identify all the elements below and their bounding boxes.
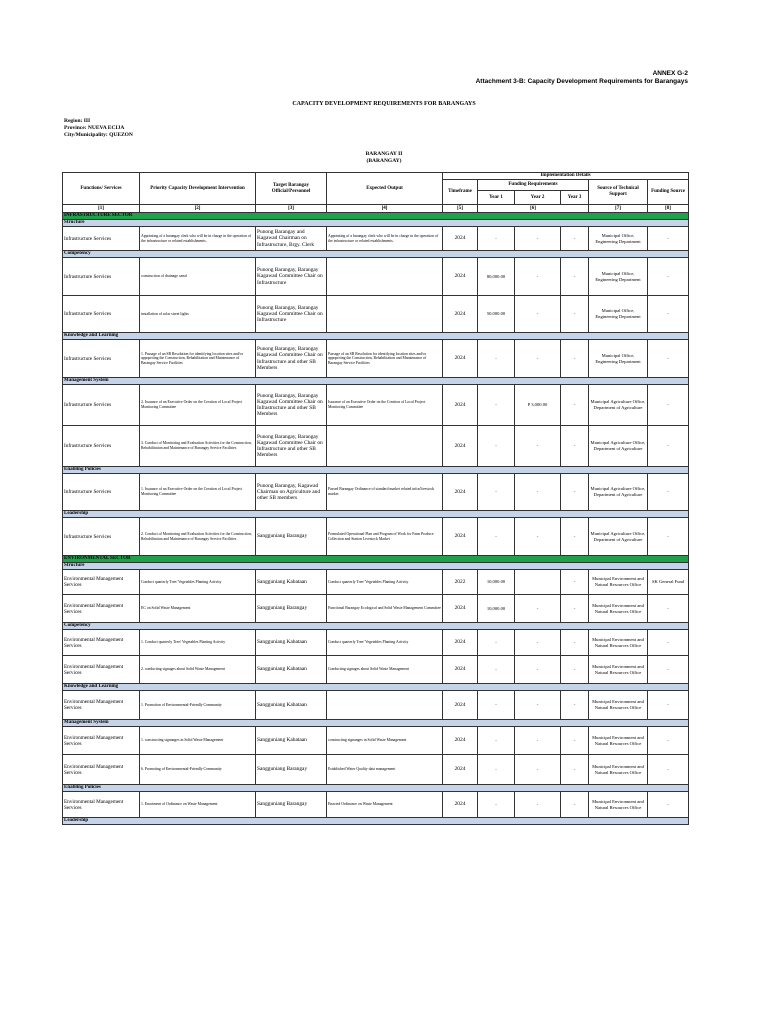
table-row <box>63 258 689 296</box>
timeframe-cell: 2024 <box>443 691 478 720</box>
priority-cell: 1. Enactment of Ordinance on Waste Management <box>140 792 256 818</box>
function-cell: Environmental Management Services <box>63 792 140 818</box>
function-cell: Infrastructure Services <box>63 296 140 333</box>
table-row <box>63 227 689 251</box>
priority-cell: Appointing of a barangay clerk who will be in charge in the operation of the infrastructure or related establishments. <box>140 227 256 251</box>
funding-source-cell: - <box>648 727 689 755</box>
target-cell: Sangguniang Kabataan <box>256 691 327 720</box>
technical-support-cell: Municipal Environment and Natural Resources Office <box>589 691 648 720</box>
category-row <box>63 785 689 792</box>
target-cell: Sangguniang Kabataan <box>256 727 327 755</box>
category-row <box>63 220 689 227</box>
category-row <box>63 563 689 570</box>
table-row <box>63 755 689 785</box>
header-implementation: Implementation Details <box>443 173 689 180</box>
priority-cell: 1. Passage of an SB Resolution for identifying location sites and/or appopriting the Construction, Rehabilitation and Maintenance of Barangay Service Facilities <box>140 340 256 378</box>
funding-source-cell: - <box>648 630 689 656</box>
year2-cell: - <box>515 755 561 785</box>
year1-cell: - <box>478 792 515 818</box>
funding-source-cell: - <box>648 691 689 720</box>
col-num: [1] <box>63 205 140 213</box>
year1-cell: 10,000.00 <box>478 570 515 595</box>
category-title: Leadership <box>63 818 689 825</box>
timeframe-cell: 2024 <box>443 385 478 426</box>
table-row <box>63 474 689 511</box>
target-cell: Sangguniang Barangay <box>256 595 327 623</box>
function-cell: Infrastructure Services <box>63 518 140 556</box>
year2-cell: - <box>515 426 561 467</box>
year1-cell: - <box>478 630 515 656</box>
target-cell: Sangguniang Kabataan <box>256 656 327 684</box>
table-row <box>63 570 689 595</box>
header-year1: Year 1 <box>478 191 515 205</box>
function-cell: Environmental Management Services <box>63 570 140 595</box>
year1-cell: - <box>478 755 515 785</box>
timeframe-cell: 2024 <box>443 518 478 556</box>
annex-label: ANNEX G-2 <box>652 70 688 77</box>
timeframe-cell: 2024 <box>443 656 478 684</box>
year2-cell: - <box>515 258 561 296</box>
funding-source-cell: SK General Fund <box>648 570 689 595</box>
table-row <box>63 691 689 720</box>
function-cell: Environmental Management Services <box>63 755 140 785</box>
category-row <box>63 467 689 474</box>
category-row <box>63 818 689 825</box>
technical-support-cell: Municipal Environment and Natural Resources Office <box>589 755 648 785</box>
technical-support-cell: Municipal Environment and Natural Resources Office <box>589 792 648 818</box>
table-row <box>63 792 689 818</box>
timeframe-cell: 2022 <box>443 570 478 595</box>
target-cell: Punong Barangay, Kagawad Chairman on Agriculture and other SB members <box>256 474 327 511</box>
timeframe-cell: 2024 <box>443 727 478 755</box>
col-num: [2] <box>140 205 256 213</box>
category-title: Leadership <box>63 511 689 518</box>
output-cell: constructing signanges in Solid Waste Management <box>327 727 443 755</box>
year3-cell: - <box>561 691 589 720</box>
year1-cell: - <box>478 426 515 467</box>
table-header <box>63 173 689 213</box>
output-cell: Passage of an SB Resolution for identifying location sites and/or appopriting the Construction, Rehabilitation and Maintenance of Barangay Service Facilities <box>327 340 443 378</box>
priority-cell: 2. conducting signages about Solid Waste Management <box>140 656 256 684</box>
category-title: Structure <box>63 563 689 570</box>
table-row <box>63 385 689 426</box>
function-cell: Environmental Management Services <box>63 727 140 755</box>
timeframe-cell: 2024 <box>443 755 478 785</box>
region-label: Region: III <box>64 118 91 124</box>
technical-support-cell: Municipal Agriculture Office, Department of Agriculture <box>589 518 648 556</box>
category-title: Structure <box>63 220 689 227</box>
year2-cell: - <box>515 340 561 378</box>
year3-cell: - <box>561 727 589 755</box>
output-cell: Functional Barangay Ecological and Solid Waste Management Committee <box>327 595 443 623</box>
priority-cell: 3. Conduct of Monitoring and Evaluation Activities for the Construction, Rehabilitation and Maintenance of Barangay Service Facilities <box>140 426 256 467</box>
header-timeframe: Timeframe <box>443 180 478 205</box>
year2-cell: - <box>515 691 561 720</box>
year3-cell: - <box>561 656 589 684</box>
table-row <box>63 656 689 684</box>
col-num: [5] <box>443 205 478 213</box>
function-cell: Environmental Management Services <box>63 691 140 720</box>
target-cell: Sangguniang Kabataan <box>256 570 327 595</box>
technical-support-cell: Municipal Environment and Natural Resources Office <box>589 595 648 623</box>
year2-cell: - <box>515 630 561 656</box>
table-body <box>63 213 689 825</box>
location-meta <box>64 118 133 139</box>
timeframe-cell: 2024 <box>443 227 478 251</box>
timeframe-cell: 2024 <box>443 426 478 467</box>
year1-cell: - <box>478 727 515 755</box>
priority-cell: 6. Promoting of Environmental-Friendly Community <box>140 755 256 785</box>
column-number-row <box>63 205 689 213</box>
category-row <box>63 623 689 630</box>
header-target: Target Barangay Official/Personnel <box>256 173 327 205</box>
table-row <box>63 518 689 556</box>
year3-cell: - <box>561 630 589 656</box>
year3-cell: - <box>561 755 589 785</box>
technical-support-cell: Municipal Office, Engineering Department <box>589 258 648 296</box>
funding-source-cell: - <box>648 792 689 818</box>
target-cell: Punong Barangay, Barangay Kagawad Committee Chair on Infrastructure and other SB Members <box>256 426 327 467</box>
timeframe-cell: 2024 <box>443 340 478 378</box>
sector-title: ENVIRONMENTAL SECTOR <box>63 556 689 563</box>
year1-cell: 50,000.00 <box>478 296 515 333</box>
priority-cell: installation of solar street lights <box>140 296 256 333</box>
table-row <box>63 340 689 378</box>
category-title: Management System <box>63 720 689 727</box>
output-cell: Appointing of a barangay clerk who will be in charge in the operation of the infrastructure or related establishments. <box>327 227 443 251</box>
col-num: [3] <box>256 205 327 213</box>
category-row <box>63 511 689 518</box>
funding-source-cell: - <box>648 340 689 378</box>
output-cell: Issuance of an Executive Order on the Creation of Local Project Monitoring Committee <box>327 385 443 426</box>
sector-row <box>63 556 689 563</box>
funding-source-cell: - <box>648 258 689 296</box>
technical-support-cell: Municipal Office, Engineering Department <box>589 227 648 251</box>
output-cell: Conduct quarterly Tree/ Vegetables Planting Activity <box>327 570 443 595</box>
col-num: [8] <box>648 205 689 213</box>
header-technical-support: Source of Technical Support <box>589 180 648 205</box>
timeframe-cell: 2024 <box>443 258 478 296</box>
output-cell <box>327 426 443 467</box>
year1-cell: - <box>478 385 515 426</box>
header-year3: Year 3 <box>561 191 589 205</box>
function-cell: Environmental Management Services <box>63 630 140 656</box>
year1-cell: - <box>478 656 515 684</box>
category-title: Knowledge and Learning <box>63 333 689 340</box>
funding-source-cell: - <box>648 595 689 623</box>
category-row <box>63 720 689 727</box>
technical-support-cell: Municipal Environment and Natural Resources Office <box>589 570 648 595</box>
priority-cell: Conduct quarterly Tree/ Vegetables Planting Activity <box>140 570 256 595</box>
attachment-label: Attachment 3-B: Capacity Development Requirements for Barangays <box>475 78 688 85</box>
timeframe-cell: 2024 <box>443 630 478 656</box>
year1-cell: 80,000.00 <box>478 258 515 296</box>
output-cell: Passed Barangay Ordinance of standard market related infra/livestock market <box>327 474 443 511</box>
technical-support-cell: Municipal Office, Engineering Department <box>589 296 648 333</box>
timeframe-cell: 2024 <box>443 792 478 818</box>
barangay-name: BARANGAY II <box>365 151 403 157</box>
output-cell: Conducting signages about Solid Waste Management <box>327 656 443 684</box>
header-year2: Year 2 <box>515 191 561 205</box>
year1-cell: - <box>478 518 515 556</box>
year3-cell: - <box>561 518 589 556</box>
priority-cell: EC on Solid Waste Management <box>140 595 256 623</box>
output-cell <box>327 258 443 296</box>
function-cell: Environmental Management Services <box>63 595 140 623</box>
technical-support-cell: Municipal Environment and Natural Resources Office <box>589 630 648 656</box>
category-title: Competency <box>63 251 689 258</box>
col-num: [6] <box>478 205 589 213</box>
sector-row <box>63 213 689 220</box>
technical-support-cell: Municipal Environment and Natural Resources Office <box>589 727 648 755</box>
category-title: Knowledge and Learning <box>63 684 689 691</box>
function-cell: Infrastructure Services <box>63 227 140 251</box>
funding-source-cell: - <box>648 296 689 333</box>
table-row <box>63 595 689 623</box>
target-cell: Punong Barangay and Kagawad Chairman on Infrastructure, Brgy. Clerk <box>256 227 327 251</box>
year1-cell: - <box>478 691 515 720</box>
year2-cell: - <box>515 518 561 556</box>
year2-cell: - <box>515 727 561 755</box>
output-cell <box>327 296 443 333</box>
year3-cell: - <box>561 792 589 818</box>
year3-cell: - <box>561 595 589 623</box>
target-cell: Sangguniang Barangay <box>256 518 327 556</box>
output-cell: Formulated Operational Plan and Program of Work for Farm Produce Collection and Station Livestock Market <box>327 518 443 556</box>
year1-cell: - <box>478 227 515 251</box>
header-funding-source: Funding Source <box>648 180 689 205</box>
city-label: City/Municipality: QUEZON <box>64 132 133 138</box>
category-row <box>63 378 689 385</box>
technical-support-cell: Municipal Office, Engineering Department <box>589 340 648 378</box>
year2-cell: - <box>515 474 561 511</box>
function-cell: Infrastructure Services <box>63 426 140 467</box>
header-priority: Priority Capacity Development Intervention <box>140 173 256 205</box>
priority-cell: construction of drainage canal <box>140 258 256 296</box>
technical-support-cell: Municipal Agriculture Office, Department of Agriculture <box>589 426 648 467</box>
barangay-sub: (BARANGAY) <box>366 158 402 164</box>
priority-cell: 2. Issuance of an Executive Order on the Creation of Local Project Monitoring Committee <box>140 385 256 426</box>
technical-support-cell: Municipal Agriculture Office, Department of Agriculture <box>589 385 648 426</box>
priority-cell: 1. Promotion of Environmental-Friendly Community <box>140 691 256 720</box>
function-cell: Infrastructure Services <box>63 474 140 511</box>
document-title: CAPACITY DEVELOPMENT REQUIREMENTS FOR BARANGAYS <box>292 101 476 107</box>
category-title: Competency <box>63 623 689 630</box>
funding-source-cell: - <box>648 227 689 251</box>
technical-support-cell: Municipal Environment and Natural Resources Office <box>589 656 648 684</box>
funding-source-cell: - <box>648 518 689 556</box>
function-cell: Infrastructure Services <box>63 258 140 296</box>
year2-cell: - <box>515 595 561 623</box>
year3-cell: - <box>561 340 589 378</box>
target-cell: Punong Barangay, Barangay Kagawad Committee Chair on Infrastructure and other SB Members <box>256 385 327 426</box>
target-cell: Sangguniang Barangay <box>256 792 327 818</box>
year3-cell: - <box>561 258 589 296</box>
output-cell: Conduct quarterly Tree/ Vegetables Planting Activity <box>327 630 443 656</box>
year3-cell: - <box>561 227 589 251</box>
category-row <box>63 684 689 691</box>
output-cell: Enacted Ordinance on Waste Management <box>327 792 443 818</box>
year3-cell: - <box>561 426 589 467</box>
col-num: [4] <box>327 205 443 213</box>
function-cell: Infrastructure Services <box>63 385 140 426</box>
funding-source-cell: - <box>648 426 689 467</box>
header-output: Expected Output <box>327 173 443 205</box>
year1-cell: - <box>478 340 515 378</box>
year3-cell: - <box>561 296 589 333</box>
funding-source-cell: - <box>648 755 689 785</box>
timeframe-cell: 2024 <box>443 296 478 333</box>
category-title: Management System <box>63 378 689 385</box>
category-title: Enabling Policies <box>63 467 689 474</box>
header-funding-requirements: Funding Requirements <box>478 180 589 191</box>
priority-cell: 1. Issuance of an Executive Order on the Creation of Local Project Monitoring Committee <box>140 474 256 511</box>
year2-cell: - <box>515 227 561 251</box>
table-row <box>63 630 689 656</box>
timeframe-cell: 2024 <box>443 474 478 511</box>
year2-cell: - <box>515 296 561 333</box>
year1-cell: 10,000.00 <box>478 595 515 623</box>
header-functions: Functions/ Services <box>63 173 140 205</box>
sector-title: INFRASTRUCTURE SECTOR <box>63 213 689 220</box>
target-cell: Punong Barangay, Barangay Kagawad Committee Chair on Infrastructure <box>256 296 327 333</box>
category-row <box>63 251 689 258</box>
year3-cell: - <box>561 474 589 511</box>
funding-source-cell: - <box>648 385 689 426</box>
capacity-table <box>62 172 689 825</box>
table-row <box>63 296 689 333</box>
priority-cell: 2. Conduct of Monitoring and Evaluation Activities for the Construction, Rehabilitation and Maintenance of Barangay Service Facilities <box>140 518 256 556</box>
funding-source-cell: - <box>648 474 689 511</box>
target-cell: Punong Barangay, Barangay Kagawad Committee Chair on Infrastructure <box>256 258 327 296</box>
year2-cell: - <box>515 656 561 684</box>
timeframe-cell: 2024 <box>443 595 478 623</box>
output-cell <box>327 691 443 720</box>
function-cell: Infrastructure Services <box>63 340 140 378</box>
barangay-heading <box>0 151 768 165</box>
year3-cell: - <box>561 570 589 595</box>
target-cell: Punong Barangay, Barangay Kagawad Committee Chair on Infrastructure and other SB Members <box>256 340 327 378</box>
category-row <box>63 333 689 340</box>
target-cell: Sangguniang Barangay <box>256 755 327 785</box>
year1-cell: - <box>478 474 515 511</box>
year2-cell: P 3,000.00 <box>515 385 561 426</box>
year3-cell: - <box>561 385 589 426</box>
output-cell: Established Water Quality data management <box>327 755 443 785</box>
category-title: Enabling Policies <box>63 785 689 792</box>
priority-cell: 1. constructing signanges in Solid Waste Management <box>140 727 256 755</box>
table-row <box>63 727 689 755</box>
funding-source-cell: - <box>648 656 689 684</box>
table-row <box>63 426 689 467</box>
target-cell: Sangguniang Kabataan <box>256 630 327 656</box>
function-cell: Environmental Management Services <box>63 656 140 684</box>
priority-cell: 1. Conduct quarterly Tree/ Vegetables Planting Activity <box>140 630 256 656</box>
province-label: Province: NUEVA ECIJA <box>64 125 125 131</box>
col-num: [7] <box>589 205 648 213</box>
year2-cell <box>515 570 561 595</box>
technical-support-cell: Municipal Agriculture Office, Department of Agriculture <box>589 474 648 511</box>
year2-cell: - <box>515 792 561 818</box>
